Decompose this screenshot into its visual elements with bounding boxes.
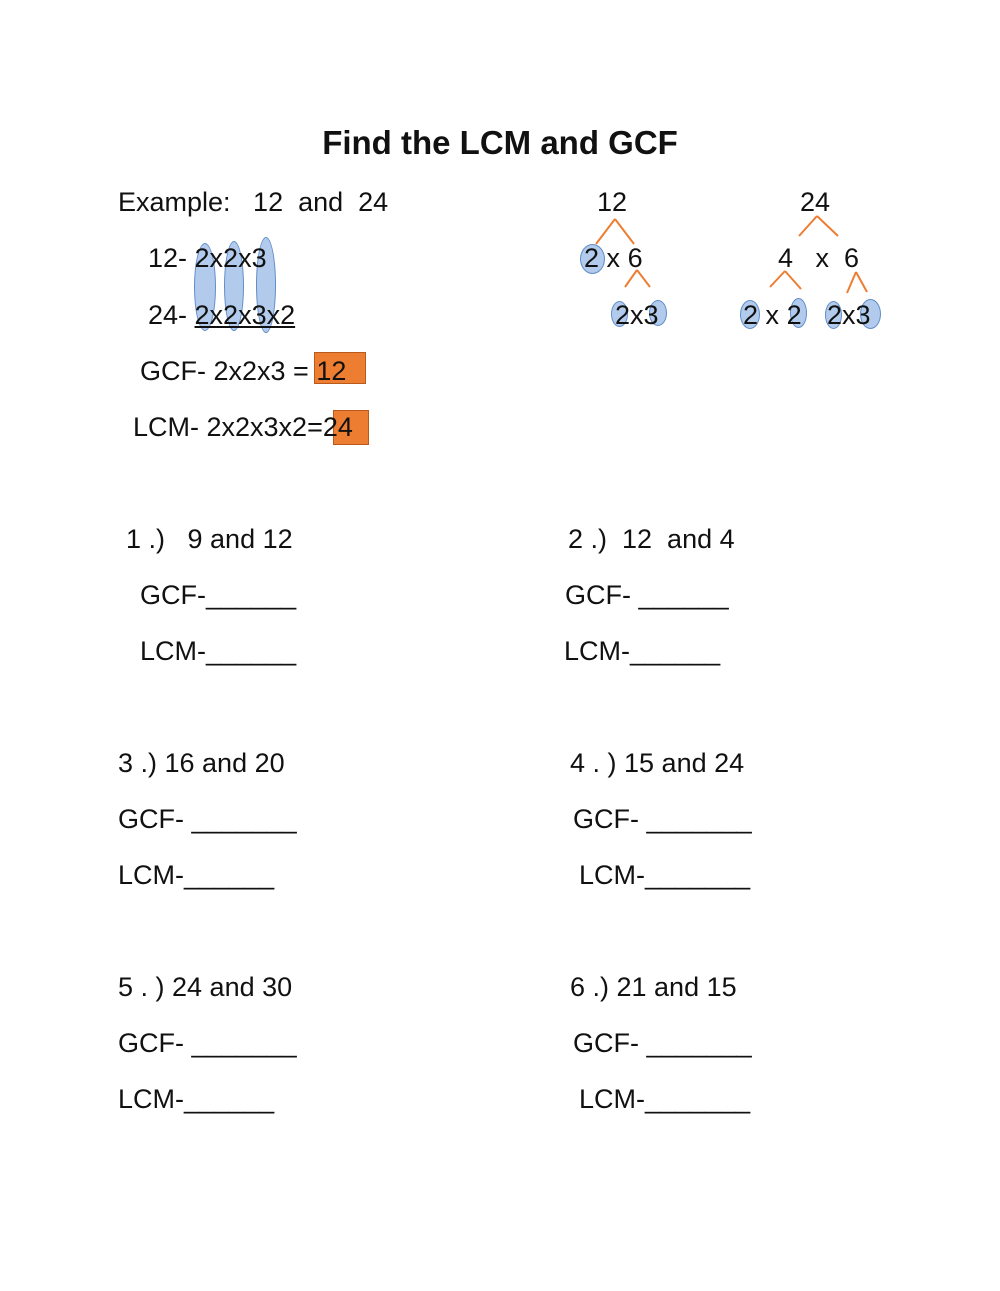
tree24-level2-left-x: x (765, 300, 780, 330)
tree24-branch-left (799, 216, 817, 236)
problem-2-gcf-blank[interactable]: GCF- ______ (565, 580, 729, 610)
tree12-level1-x: x (606, 243, 621, 273)
problem-5-lcm-blank[interactable]: LCM-______ (118, 1084, 275, 1114)
tree12-root: 12 (597, 187, 628, 217)
factor-line-24-prefix: 24- (148, 300, 195, 330)
factor-line-24-factors: 2x2x3x2 (194, 300, 296, 330)
tree24-level2-left (743, 299, 802, 331)
tree12-branch-left (596, 219, 615, 244)
lcm-example-text: LCM- 2x2x3x2= (133, 412, 323, 442)
gcf-example-text: GCF- 2x2x3 = (140, 356, 317, 386)
tree24-level2-left-a: 2 (743, 300, 759, 330)
problem-6-lcm-blank[interactable]: LCM-_______ (579, 1084, 751, 1114)
problem-3-lcm-blank[interactable]: LCM-______ (118, 860, 275, 890)
worksheet-title: Find the LCM and GCF (322, 124, 678, 161)
tree24-level1: 4 x 6 (778, 243, 860, 273)
tree12-level1-b: 6 (627, 243, 643, 273)
tree24-6-branch-right (856, 272, 867, 292)
factor-line-12-prefix: 12- (148, 243, 195, 273)
problem-2-lcm-blank[interactable]: LCM-______ (564, 636, 721, 666)
tree12-level2: 2x3 (615, 300, 659, 330)
problem-6-gcf-blank[interactable]: GCF- _______ (573, 1028, 752, 1058)
tree24-branch-right (817, 216, 838, 236)
problem-5-gcf-blank[interactable]: GCF- _______ (118, 1028, 297, 1058)
tree12-level1-a: 2 (584, 243, 600, 273)
problem-5-title: 5 . ) 24 and 30 (118, 972, 293, 1002)
tree24-level2-left-b: 2 (786, 300, 802, 330)
tree12-level1 (584, 242, 643, 274)
problem-1-gcf-blank[interactable]: GCF-______ (140, 580, 297, 610)
problem-6-title: 6 .) 21 and 15 (570, 972, 737, 1002)
problem-1-title: 1 .) 9 and 12 (126, 524, 293, 554)
problem-4-title: 4 . ) 15 and 24 (570, 748, 745, 778)
tree24-level2-right: 2x3 (827, 300, 871, 330)
tree12-branch-right (615, 219, 634, 244)
factor-line-12-factors: 2x2x3 (194, 243, 267, 273)
problem-1-lcm-blank[interactable]: LCM-______ (140, 636, 297, 666)
problem-3-gcf-blank[interactable]: GCF- _______ (118, 804, 297, 834)
problem-2-title: 2 .) 12 and 4 (568, 524, 735, 554)
lcm-example-value: 24 (322, 412, 353, 442)
gcf-example-value: 12 (316, 356, 347, 386)
problem-4-gcf-blank[interactable]: GCF- _______ (573, 804, 752, 834)
problem-3-title: 3 .) 16 and 20 (118, 748, 285, 778)
tree24-root: 24 (800, 187, 831, 217)
problem-4-lcm-blank[interactable]: LCM-_______ (579, 860, 751, 890)
example-heading: Example: 12 and 24 (118, 187, 389, 217)
tree24-6-branch-left (847, 272, 856, 293)
